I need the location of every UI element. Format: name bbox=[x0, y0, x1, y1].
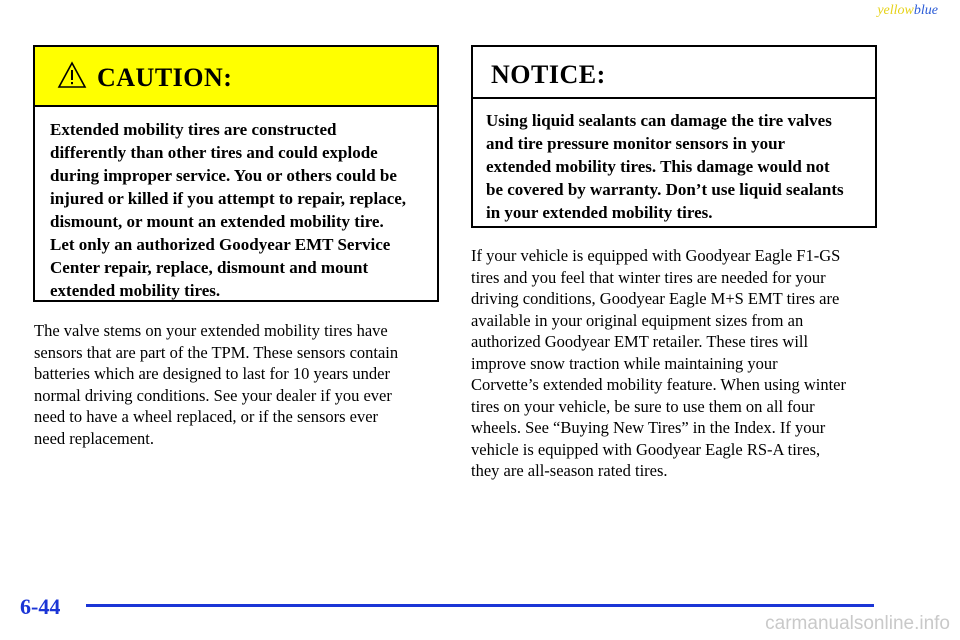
paragraph-line: Corvette’s extended mobility feature. When using winter bbox=[471, 375, 846, 394]
caution-box bbox=[33, 45, 439, 302]
winter-tires-paragraph bbox=[471, 245, 881, 482]
paragraph-line: normal driving conditions. See your dealer if you ever bbox=[34, 385, 392, 405]
notice-line: be covered by warranty. Don’t use liquid sealants bbox=[486, 180, 844, 199]
notice-line: Using liquid sealants can damage the tire valves bbox=[486, 111, 832, 130]
caution-line: differently than other tires and could explode bbox=[50, 143, 378, 162]
notice-text bbox=[486, 109, 871, 224]
caution-title: CAUTION: bbox=[97, 63, 233, 92]
paragraph-line: available in your original equipment sizes from an bbox=[471, 310, 804, 330]
paragraph-line: The valve stems on your extended mobility tires have bbox=[34, 321, 388, 340]
paragraph-line: need replacement. bbox=[34, 428, 155, 448]
paragraph-line: If your vehicle is equipped with Goodyear Eagle F1‐GS bbox=[471, 246, 841, 265]
caution-line: Center repair, replace, dismount and mount bbox=[50, 258, 369, 277]
notice-title: NOTICE: bbox=[491, 60, 606, 89]
page-number: 6-44 bbox=[20, 594, 61, 619]
paragraph-line: batteries which are designed to last for 10 years under bbox=[34, 364, 390, 383]
color-tag-blue: blue bbox=[913, 3, 938, 18]
color-tag-yellow: yellow bbox=[877, 3, 914, 18]
paragraph-line: wheels. See “Buying New Tires” in the Index. If your bbox=[471, 418, 826, 437]
caution-line: Extended mobility tires are constructed bbox=[50, 120, 337, 139]
paragraph-line: improve snow traction while maintaining your bbox=[471, 353, 778, 373]
caution-line: during improper service. You or others could be bbox=[50, 166, 397, 185]
caution-line: dismount, or mount an extended mobility tire. bbox=[50, 212, 384, 231]
notice-box bbox=[471, 45, 877, 228]
paragraph-line: authorized Goodyear EMT retailer. These tires will bbox=[471, 332, 809, 351]
notice-line: in your extended mobility tires. bbox=[486, 203, 713, 222]
notice-line: and tire pressure monitor sensors in your bbox=[486, 134, 786, 153]
caution-line: Let only an authorized Goodyear EMT Service bbox=[50, 235, 391, 254]
paragraph-line: driving conditions, Goodyear Eagle M+S EMT tires are bbox=[471, 289, 840, 308]
caution-line: injured or killed if you attempt to repair, replace, bbox=[50, 189, 407, 208]
paragraph-line: sensors that are part of the TPM. These sensors contain bbox=[34, 342, 399, 362]
paragraph-line: need to have a wheel replaced, or if the sensors ever bbox=[34, 407, 379, 426]
caution-line: extended mobility tires. bbox=[50, 281, 221, 300]
paragraph-line: tires and you feel that winter tires are needed for your bbox=[471, 267, 826, 287]
color-tag bbox=[877, 3, 938, 19]
caution-text bbox=[50, 118, 435, 302]
warning-triangle-icon bbox=[57, 61, 87, 89]
paragraph-line: they are all‐season rated tires. bbox=[471, 461, 668, 480]
paragraph-line: vehicle is equipped with Goodyear Eagle RS‐A tires, bbox=[471, 439, 821, 459]
watermark: carmanualsonline.info bbox=[765, 613, 950, 634]
valve-stem-paragraph bbox=[34, 320, 434, 449]
caution-header bbox=[35, 47, 437, 107]
notice-header bbox=[473, 47, 875, 99]
footer-rule bbox=[86, 604, 874, 607]
paragraph-line: tires on your vehicle, be sure to use them on all four bbox=[471, 396, 815, 416]
notice-line: extended mobility tires. This damage would not bbox=[486, 157, 830, 176]
